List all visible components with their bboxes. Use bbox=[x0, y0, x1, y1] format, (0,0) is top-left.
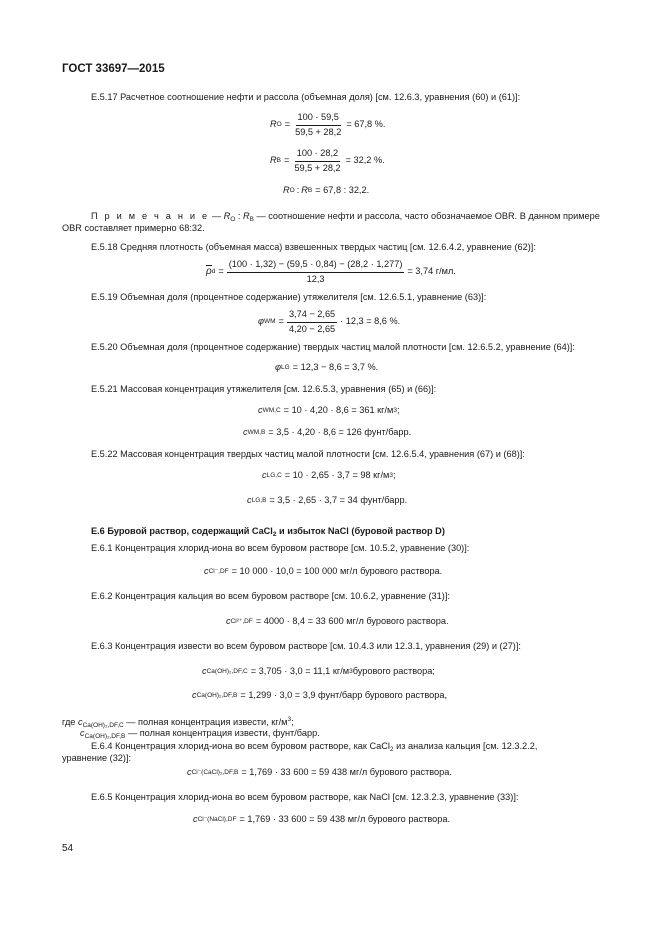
paragraph-e521: Е.5.21 Массовая концентрация утяжелителя [см. 12.6.5.3, уравнения (65) и (66)]: bbox=[91, 384, 437, 394]
equation-rho: ρ d = $\frac{(100 \cdot 1,32) - (59,5 \cdot 0,84) - (28,2 \cdot 1,277)}{12,3}$ = 3,74 г/мл. bbox=[206, 259, 456, 284]
page-header: ГОСТ 33697—2015 bbox=[62, 63, 165, 75]
paragraph-e517: Е.5.17 Расчетное соотношение нефти и рассола (объемная доля) [см. 12.6.3, уравнения (60) и (61)]: bbox=[91, 92, 521, 102]
fraction: $\frac{3,74 - 2,65}{4,20 - 2,65}$ bbox=[288, 309, 336, 334]
result: = 12,3 − 8,6 = 3,7 %. bbox=[292, 362, 379, 372]
equation-phi-wm: φ WM = $\frac{3,74 - 2,65}{4,20 - 2,65}$ · 12,3 = 8,6 %. bbox=[258, 309, 401, 334]
equation-ro: R O = $\frac{100 \cdot 59,5}{59,5 + 28,2}$ = 67,8 %. bbox=[270, 112, 386, 137]
equation-ca-df: c Cl²⁺,DF = 4000 · 8,4 = 33 600 мг/л бурового раствора. bbox=[226, 616, 449, 626]
equation-c-wm-c: c WM,C = 10 · 4,20 · 8,6 = 361 кг/м 3 ; bbox=[258, 405, 400, 415]
note-line-2: OBR составляет примерно 68:32. bbox=[62, 223, 205, 233]
where-line-1: где $c_{Ca(OH)_2,DF,C}$ — полная концентрация извести, $кг/м^3$; bbox=[62, 716, 294, 729]
paragraph-e65: Е.6.5 Концентрация хлорид-иона во всем буровом растворе, как NaCl [см. 12.3.2.3, уравнение (33)]: bbox=[91, 792, 519, 802]
equation-c-lg-b: c LG,B = 3,5 · 2,65 · 3,7 = 34 фунт/барр. bbox=[247, 495, 408, 505]
note-line-1: П р и м е ч а н и е — $R_O$ : $R_B$ — соотношение нефти и рассола, часто обозначаемое OBR. В данном примере bbox=[91, 211, 600, 223]
fraction: $\frac{100 \cdot 59,5}{59,5 + 28,2}$ bbox=[295, 112, 342, 137]
paragraph-e522: Е.5.22 Массовая концентрация твердых частиц малой плотности [см. 12.6.5.4, уравнения (67) и (68)]: bbox=[91, 449, 525, 459]
paragraph-e64-line-1: Е.6.4 Концентрация хлорид-иона во всем буровом растворе, как CaCl$_2$ из анализа кальция [см. 12.3.2.2, bbox=[91, 741, 538, 753]
paragraph-e519: Е.5.19 Объемная доля (процентное содержание) утяжелителя [см. 12.6.5.1, уравнение (63)]: bbox=[91, 292, 487, 302]
equation-lime-c: c Ca(OH)₂,DF,C = 3,705 · 3,0 = 11,1 кг/м 3 бурового раствора; bbox=[202, 666, 435, 676]
result: · 12,3 = 8,6 %. bbox=[340, 316, 401, 327]
paragraph-e63: Е.6.3 Концентрация извести во всем буровом растворе [см. 10.4.3 или 12.3.1, уравнения (29) и (27)]: bbox=[91, 641, 521, 651]
paragraph-e518: Е.5.18 Средняя плотность (объемная масса) взвешенных твердых частиц [см. 12.6.4.2, уравнение (62)]: bbox=[91, 242, 536, 252]
paragraph-e62: Е.6.2 Концентрация кальция во всем буровом растворе [см. 10.6.2, уравнение (31)]: bbox=[91, 591, 450, 601]
page-number: 54 bbox=[62, 843, 74, 854]
where-line-2: $c_{Ca(OH)_2,DF,B}$ — полная концентрация извести, фунт/барр. bbox=[80, 728, 320, 740]
section-title-e6: Е.6 Буровой раствор, содержащий CaCl$_2$ и избыток NaCl (буровой раствор D) bbox=[91, 526, 445, 538]
symbol: R bbox=[270, 155, 277, 166]
paragraph-e520: Е.5.20 Объемная доля (процентное содержание) твердых частиц малой плотности [см. 12.6.5.2, уравнение (64)]: bbox=[91, 342, 575, 352]
result: = 32,2 %. bbox=[345, 155, 385, 166]
note-label: П р и м е ч а н и е bbox=[91, 211, 210, 221]
equation-cl-nacl: c Cl⁻(NaCl),DF = 1,769 · 33 600 = 59 438 мг/л бурового раствора. bbox=[193, 814, 451, 824]
equation-rb: R B = $\frac{100 \cdot 28,2}{59,5 + 28,2}$ = 32,2 %. bbox=[270, 148, 385, 173]
symbol: R bbox=[270, 119, 277, 130]
subscript: B bbox=[276, 156, 281, 164]
paragraph-e64-line-2: уравнение (32)]: bbox=[62, 753, 132, 763]
result: = 67,8 : 32,2. bbox=[315, 185, 370, 195]
result: = 3,74 г/мл. bbox=[407, 266, 456, 277]
equation-ratio: R O : R B = 67,8 : 32,2. bbox=[283, 185, 370, 195]
equation-c-wm-b: c WM,B = 3,5 · 4,20 · 8,6 = 126 фунт/барр. bbox=[243, 427, 412, 437]
fraction: $\frac{100 \cdot 28,2}{59,5 + 28,2}$ bbox=[294, 148, 341, 173]
note-text: — соотношение нефти и рассола, часто обозначаемое OBR. В данном примере bbox=[253, 211, 600, 221]
equation-cl-cacl: c Cl⁻(CaCl)₂,DF,B = 1,769 · 33 600 = 59 438 мг/л бурового раствора. bbox=[187, 767, 452, 777]
fraction: $\frac{(100 \cdot 1,32) - (59,5 \cdot 0,84) - (28,2 \cdot 1,277)}{12,3}$ bbox=[228, 259, 403, 284]
equation-cl-df: c Cl⁻,DF = 10 000 · 10,0 = 100 000 мг/л бурового раствора. bbox=[204, 566, 443, 576]
equation-c-lg-c: c LG,C = 10 · 2,65 · 3,7 = 98 кг/м 3 ; bbox=[262, 470, 396, 480]
equation-lime-b: c Ca(OH)₂,DF,B = 1,299 · 3,0 = 3,9 фунт/барр бурового раствора, bbox=[192, 690, 448, 700]
equation-phi-lg: φ LG = 12,3 − 8,6 = 3,7 %. bbox=[275, 362, 379, 372]
subscript: O bbox=[276, 120, 282, 128]
paragraph-e61: Е.6.1 Концентрация хлорид-иона во всем буровом растворе [см. 10.5.2, уравнение (30)]: bbox=[91, 543, 470, 553]
result: = 67,8 %. bbox=[346, 119, 386, 130]
